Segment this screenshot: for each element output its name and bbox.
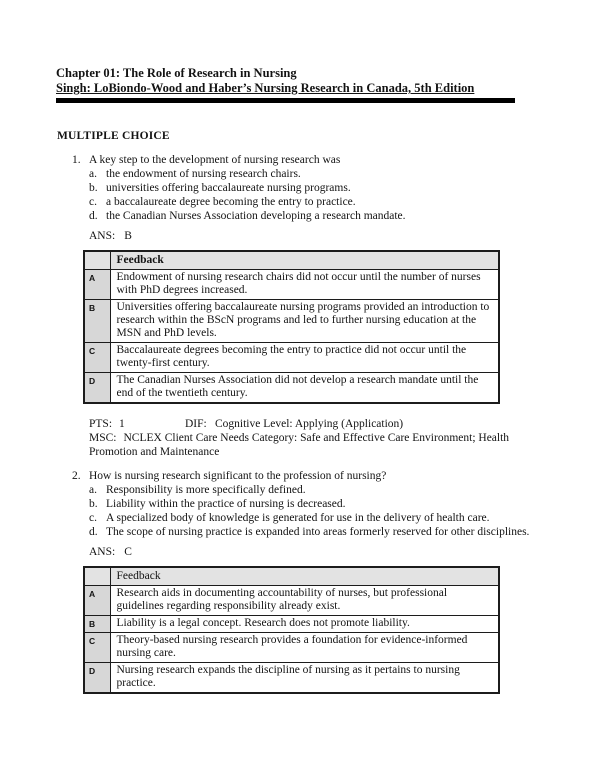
pts-label: PTS: <box>89 418 113 430</box>
feedback-row-c <box>84 343 499 373</box>
feedback-row-text: Nursing research expands the discipline of nursing as it pertains to nursing practice. <box>110 663 499 694</box>
feedback-row-letter: A <box>84 586 110 616</box>
option-letter: d. <box>89 526 98 538</box>
feedback-header-corner-cell <box>84 251 110 270</box>
feedback-row-c <box>84 633 499 663</box>
pts-value: 1 <box>119 418 125 430</box>
feedback-row-d <box>84 373 499 404</box>
option-letter: b. <box>89 182 98 194</box>
feedback-header-label: Feedback <box>116 254 164 266</box>
answer-line <box>89 545 572 559</box>
feedback-header-corner-cell <box>84 567 110 586</box>
feedback-row-letter: B <box>84 616 110 633</box>
question-2 <box>57 469 572 694</box>
question-number: 2. <box>72 470 81 482</box>
option-text: a baccalaureate degree becoming the entry to practice. <box>106 196 356 208</box>
feedback-row-b <box>84 300 499 343</box>
option-row-b <box>89 497 572 511</box>
answer-label: ANS: <box>89 230 116 242</box>
option-text: Responsibility is more specifically defined. <box>106 484 306 496</box>
option-letter: b. <box>89 498 98 510</box>
option-row-a <box>89 483 572 497</box>
answer-value: B <box>124 230 132 242</box>
option-letter: a. <box>89 168 97 180</box>
feedback-row-text: The Canadian Nurses Association did not develop a research mandate until the end of the twentieth century. <box>110 373 499 404</box>
option-row-b <box>89 181 572 195</box>
option-row-a <box>89 167 572 181</box>
option-text: universities offering baccalaureate nursing programs. <box>106 182 351 194</box>
feedback-row-text: Endowment of nursing research chairs did not occur until the number of nurses with PhD degrees increased. <box>110 270 499 300</box>
feedback-table-1 <box>83 250 500 404</box>
feedback-row-letter: C <box>84 343 110 373</box>
question-number: 1. <box>72 154 81 166</box>
feedback-header-cell <box>110 567 499 586</box>
answer-label: ANS: <box>89 546 116 558</box>
feedback-row-a <box>84 586 499 616</box>
answer-value: C <box>124 546 132 558</box>
option-letter: c. <box>89 512 97 524</box>
msc-line <box>89 431 544 459</box>
option-row-d <box>89 209 572 223</box>
option-letter: a. <box>89 484 97 496</box>
option-text: A specialized body of knowledge is generated for use in the delivery of health care. <box>106 512 490 524</box>
question-stem-row <box>57 469 572 483</box>
option-row-c <box>89 511 572 525</box>
option-text: the Canadian Nurses Association developing a research mandate. <box>106 210 406 222</box>
feedback-row-text: Universities offering baccalaureate nursing programs provided an introduction to research within the BScN programs and led to further nursing education at the MSN and PhD levels. <box>110 300 499 343</box>
msc-label: MSC: <box>89 432 117 444</box>
question-stem-row <box>57 153 572 167</box>
feedback-row-text: Baccalaureate degrees becoming the entry to practice did not occur until the twenty-first century. <box>110 343 499 373</box>
question-meta <box>89 417 544 459</box>
question-1 <box>57 153 572 459</box>
option-text: the endowment of nursing research chairs. <box>106 168 301 180</box>
doc-title-line2: Singh: LoBiondo-Wood and Haber’s Nursing Research in Canada, 5th Edition <box>56 81 475 95</box>
option-text: The scope of nursing practice is expanded into areas formerly reserved for other disciplines. <box>106 526 530 538</box>
section-heading: MULTIPLE CHOICE <box>57 130 170 142</box>
feedback-row-text: Theory-based nursing research provides a foundation for evidence-informed nursing care. <box>110 633 499 663</box>
feedback-header-label: Feedback <box>116 570 161 582</box>
feedback-row-text: Liability is a legal concept. Research does not promote liability. <box>110 616 499 633</box>
option-letter: d. <box>89 210 98 222</box>
feedback-row-a <box>84 270 499 300</box>
feedback-row-letter: C <box>84 633 110 663</box>
feedback-row-letter: D <box>84 663 110 694</box>
option-row-c <box>89 195 572 209</box>
feedback-table-2 <box>83 566 500 694</box>
option-row-d <box>89 525 572 539</box>
pts-dif-line <box>89 417 544 431</box>
document-header <box>56 66 515 103</box>
option-text: Liability within the practice of nursing is decreased. <box>106 498 346 510</box>
question-stem: How is nursing research significant to the profession of nursing? <box>89 470 387 482</box>
feedback-row-b <box>84 616 499 633</box>
feedback-row-d <box>84 663 499 694</box>
feedback-row-letter: D <box>84 373 110 404</box>
doc-title-line1: Chapter 01: The Role of Research in Nursing <box>56 66 297 80</box>
option-letter: c. <box>89 196 97 208</box>
answer-line <box>89 229 572 243</box>
msc-value: NCLEX Client Care Needs Category: Safe and Effective Care Environment; Health Promotion and Maintenance <box>89 432 510 458</box>
dif-label: DIF: <box>185 418 207 430</box>
feedback-header-row <box>84 251 499 270</box>
feedback-header-cell <box>110 251 499 270</box>
feedback-row-letter: A <box>84 270 110 300</box>
question-stem: A key step to the development of nursing research was <box>89 154 341 166</box>
feedback-header-row <box>84 567 499 586</box>
dif-value: Cognitive Level: Applying (Application) <box>215 418 404 430</box>
feedback-row-letter: B <box>84 300 110 343</box>
feedback-row-text: Research aids in documenting accountability of nurses, but professional guidelines regarding responsibility already exist. <box>110 586 499 616</box>
